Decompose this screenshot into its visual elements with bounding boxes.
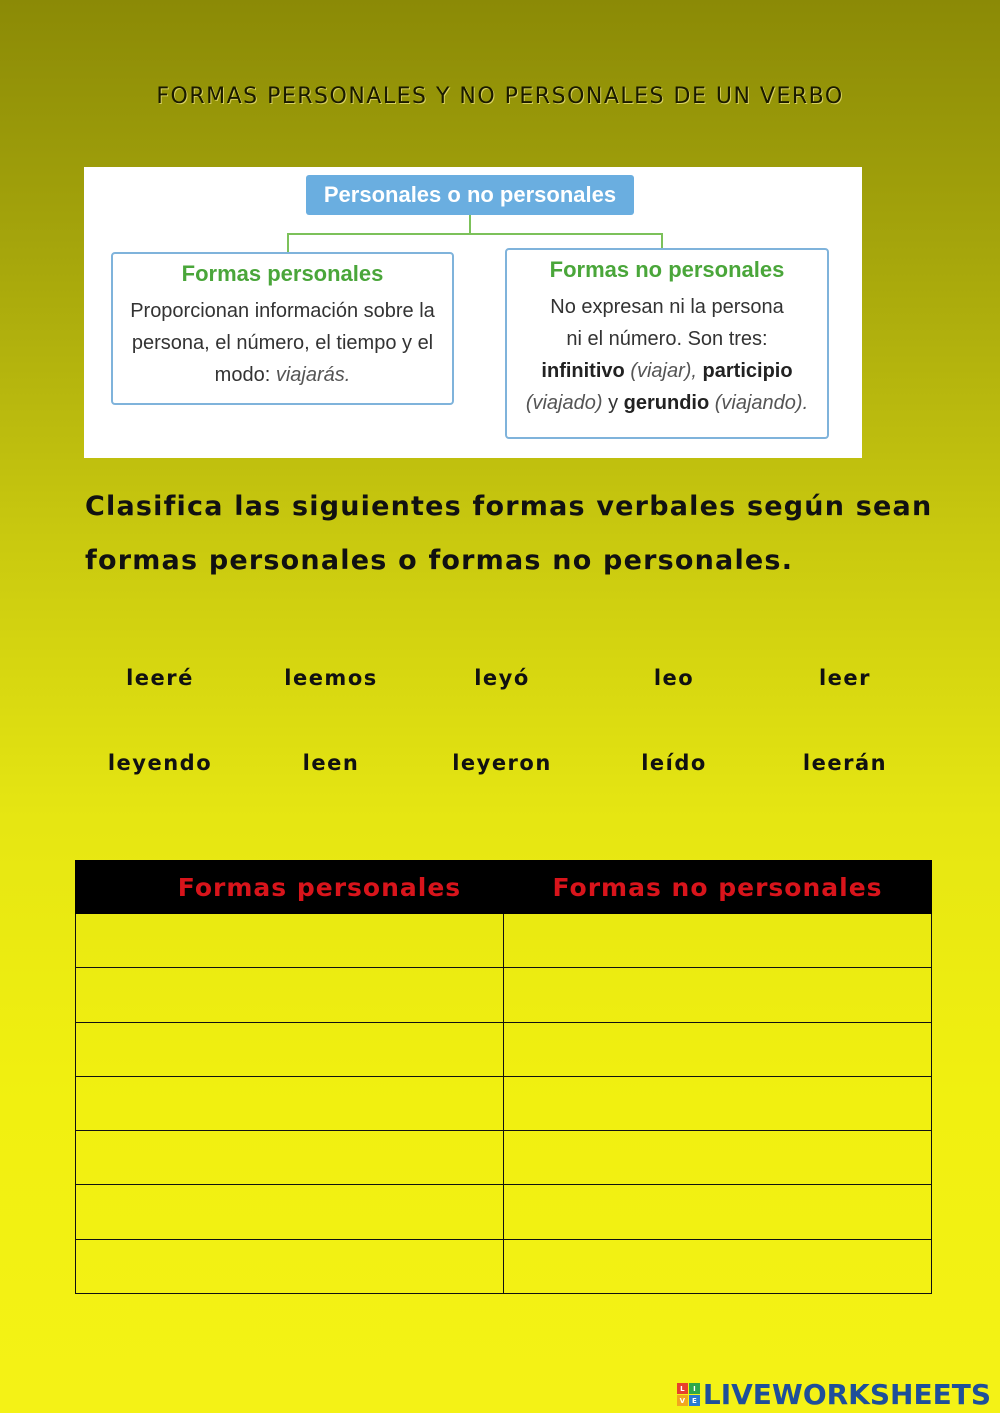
drop-cell-personales[interactable] (76, 1022, 504, 1076)
card-text-no-personales: No expresan ni la persona ni el número. Son tres: infinitivo (viajar), participio (viajado) y gerundio (viajando). (525, 296, 809, 414)
drop-cell-personales[interactable] (76, 968, 504, 1022)
table-row (76, 1022, 932, 1076)
word-item[interactable]: leo (653, 666, 695, 690)
drop-cell-no-personales[interactable] (504, 1131, 932, 1185)
concept-map (84, 167, 862, 458)
header-formas-personales: Formas personales (76, 861, 504, 914)
logo-letter: I (689, 1383, 700, 1394)
table-row (76, 1239, 932, 1293)
drop-cell-personales[interactable] (76, 1185, 504, 1239)
classification-table (75, 860, 932, 1294)
card-text-personales: Proporcionan información sobre la persona, el número, el tiempo y el modo: viajarás. (130, 300, 435, 386)
card-heading-personales: Formas personales (181, 261, 384, 286)
drop-cell-personales[interactable] (76, 1239, 504, 1293)
card-formas-personales (111, 252, 454, 405)
word-item[interactable]: leeré (126, 666, 194, 690)
liveworksheets-logo (677, 1378, 991, 1411)
card-formas-no-personales (505, 248, 829, 439)
word-item[interactable]: leyeron (452, 751, 552, 775)
drop-cell-personales[interactable] (76, 1131, 504, 1185)
word-item[interactable]: leen (302, 751, 360, 775)
header-formas-no-personales: Formas no personales (504, 861, 932, 914)
drop-cell-no-personales[interactable] (504, 914, 932, 968)
word-item[interactable]: leerán (802, 751, 888, 775)
table-row (76, 1076, 932, 1130)
page-title: FORMAS PERSONALES Y NO PERSONALES DE UN VERBO (156, 84, 844, 109)
table-row (76, 1185, 932, 1239)
word-item[interactable]: leyendo (107, 751, 213, 775)
concept-root: Personales o no personales (306, 175, 634, 215)
word-item[interactable]: leemos (284, 666, 378, 690)
card-heading-no-personales: Formas no personales (549, 257, 785, 282)
brand-text: LIVEWORKSHEETS (702, 1378, 991, 1411)
table-row (76, 1131, 932, 1185)
table-row (76, 968, 932, 1022)
drop-cell-no-personales[interactable] (504, 1022, 932, 1076)
drop-cell-personales[interactable] (76, 1076, 504, 1130)
table-row (76, 914, 932, 968)
word-item[interactable]: leído (641, 751, 707, 775)
logo-letter: E (689, 1395, 700, 1406)
drop-cell-no-personales[interactable] (504, 1185, 932, 1239)
instruction: Clasifica las siguientes formas verbales según sean formas personales o formas no personales. (85, 491, 933, 576)
word-item[interactable]: leyó (474, 666, 530, 690)
word-item[interactable]: leer (818, 666, 872, 690)
drop-cell-no-personales[interactable] (504, 1076, 932, 1130)
logo-letter: L (677, 1383, 688, 1394)
liveworksheets-icon (677, 1383, 700, 1406)
drop-cell-no-personales[interactable] (504, 968, 932, 1022)
drop-cell-personales[interactable] (76, 914, 504, 968)
logo-letter: V (677, 1395, 688, 1406)
drop-cell-no-personales[interactable] (504, 1239, 932, 1293)
